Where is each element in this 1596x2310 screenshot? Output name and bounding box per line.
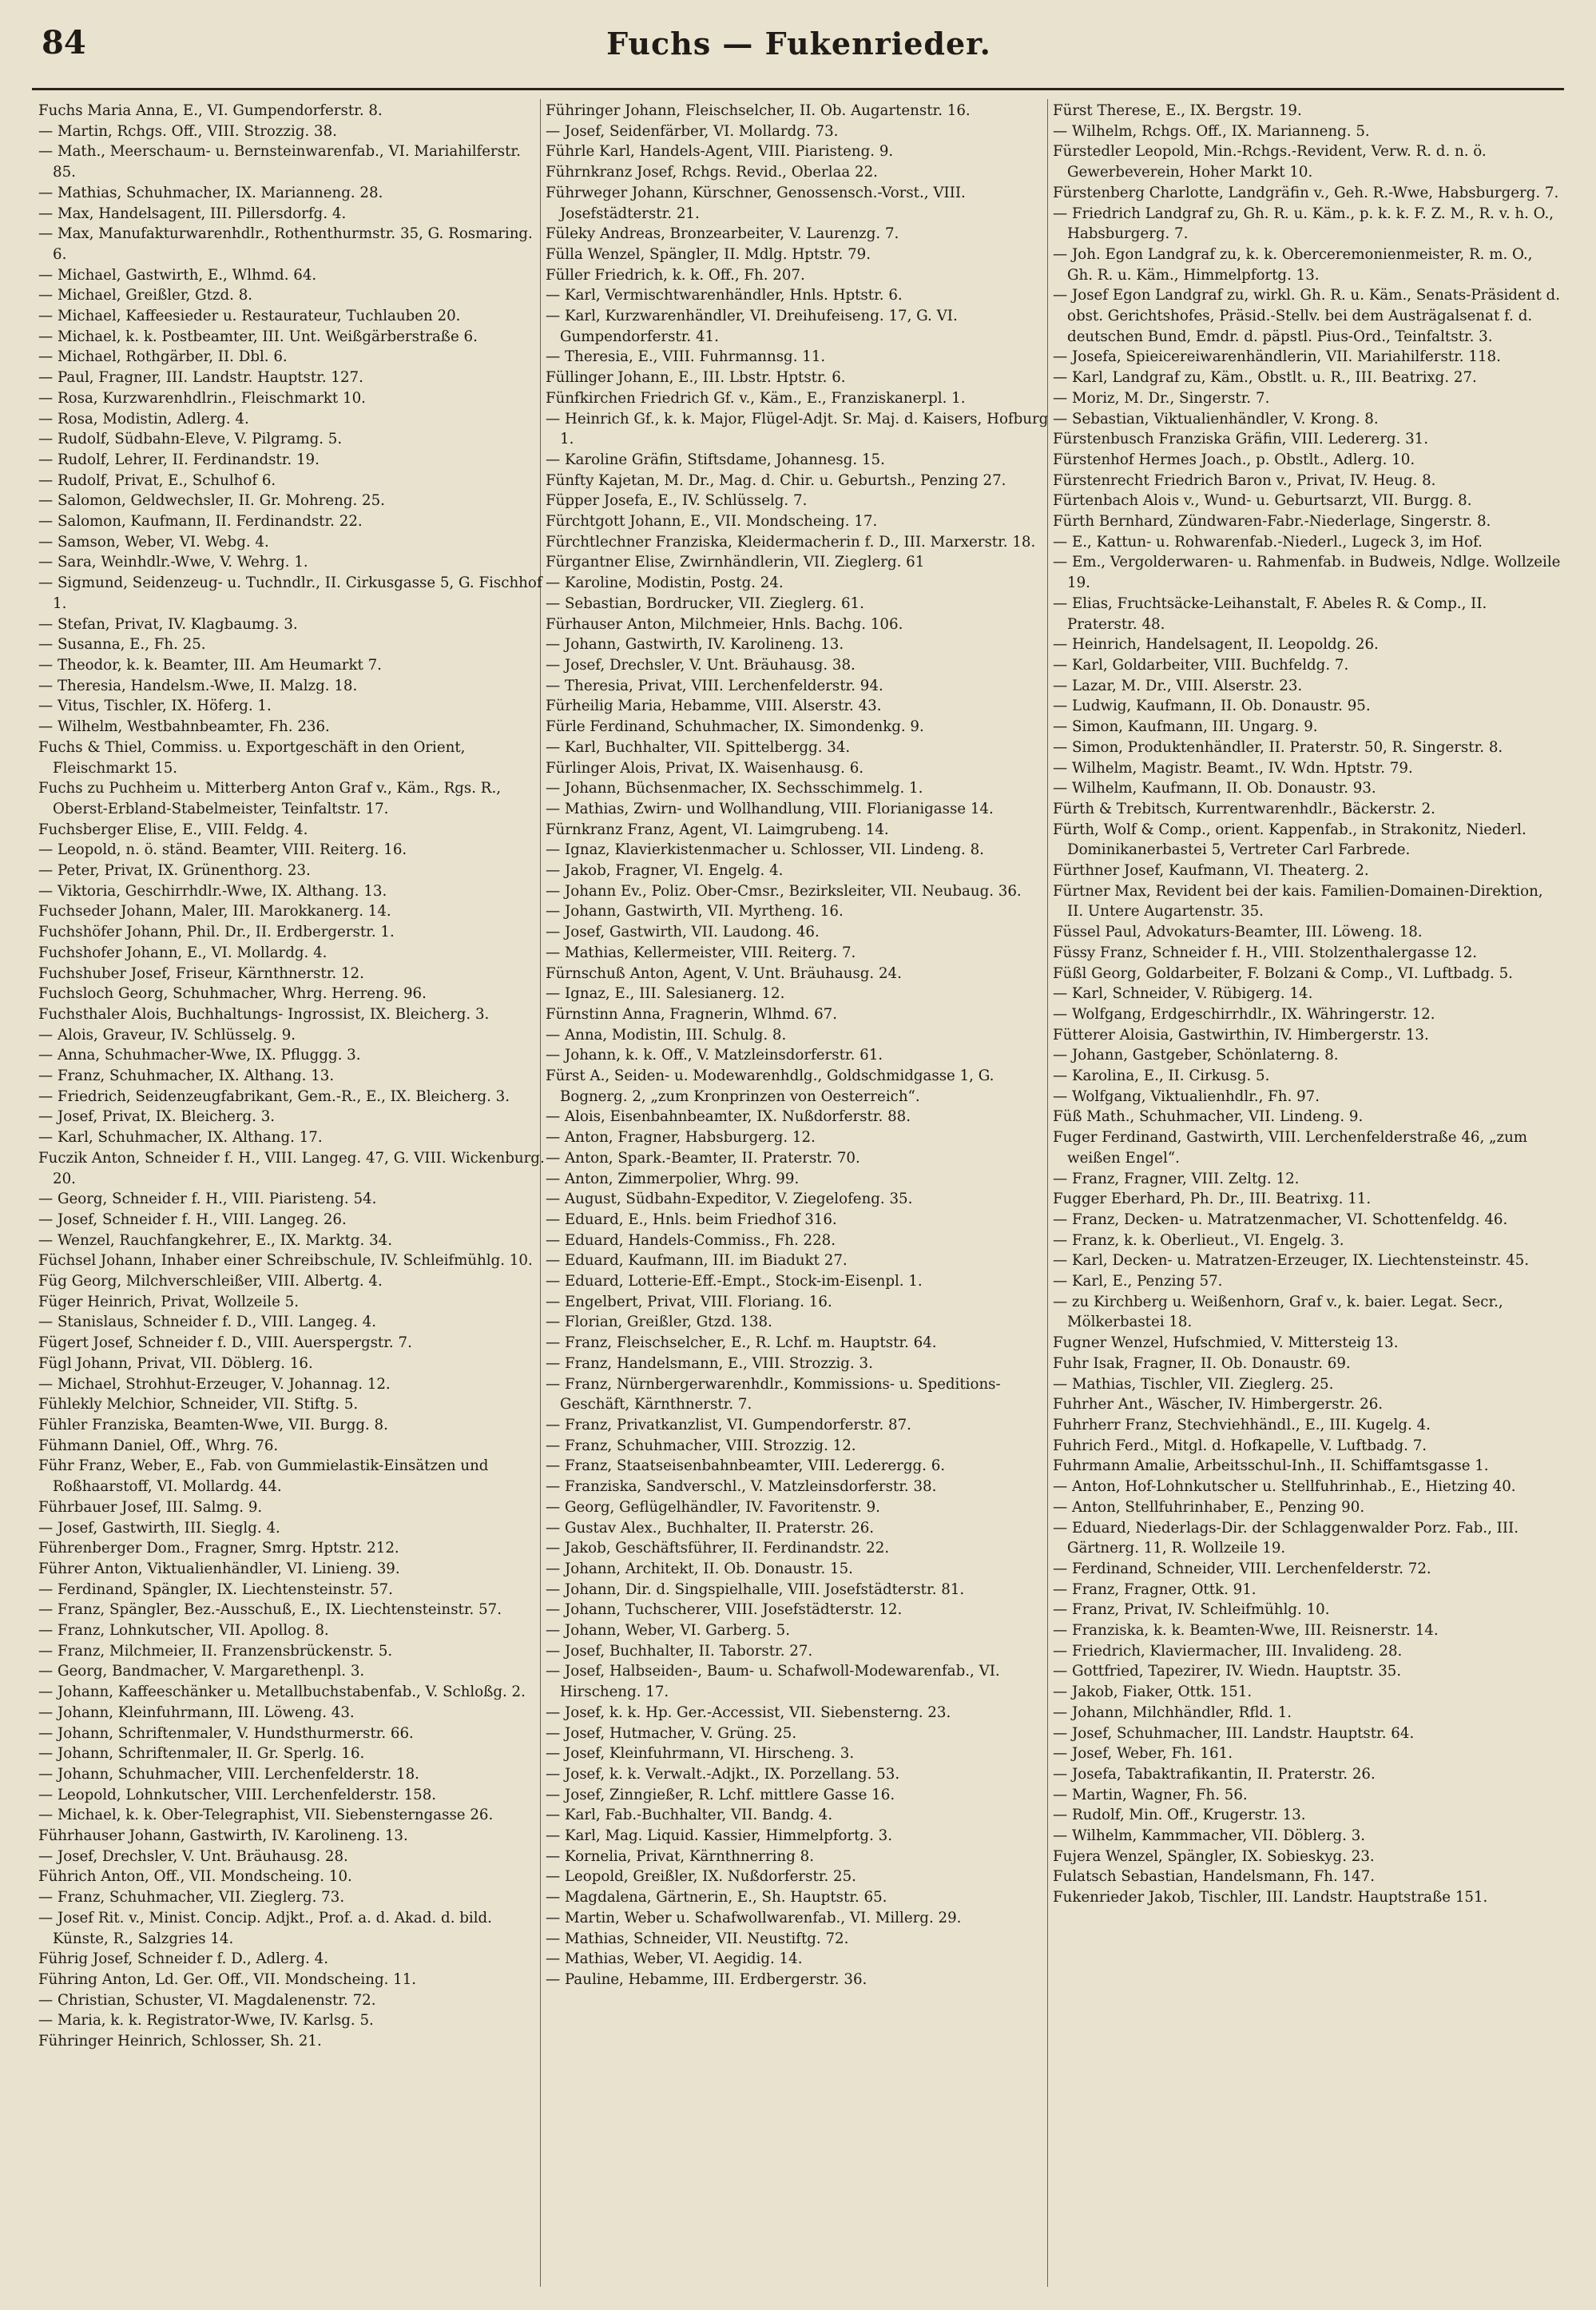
directory-entry: Fugner Wenzel, Hufschmied, V. Mittersteig 13. xyxy=(1053,1334,1399,1352)
directory-entry: — Elias, Fruchtsäcke-Leihanstalt, F. Abeles R. & Comp., II. Praterstr. 48. xyxy=(1053,594,1487,633)
directory-entry: — Michael, Greißler, Gtzd. 8. xyxy=(38,287,253,304)
directory-entry: — Wilhelm, Kammmacher, VII. Döblerg. 3. xyxy=(1053,1827,1366,1845)
directory-entry: — Anna, Schuhmacher-Wwe, IX. Pfluggg. 3. xyxy=(38,1047,361,1064)
directory-entry: — Samson, Weber, VI. Webg. 4. xyxy=(38,533,269,551)
directory-entry: Fügl Johann, Privat, VII. Döblerg. 16. xyxy=(38,1354,313,1372)
directory-entry: — Johann, Weber, VI. Garberg. 5. xyxy=(546,1622,790,1640)
directory-entry: Fuhr Isak, Fragner, II. Ob. Donaustr. 69. xyxy=(1053,1354,1351,1372)
directory-entry: Füchsel Johann, Inhaber einer Schreibschule, IV. Schleifmühlg. 10. xyxy=(38,1252,533,1270)
directory-entry: — Friedrich, Klaviermacher, III. Invalideng. 28. xyxy=(1053,1642,1403,1660)
directory-entry: — Karoline Gräfin, Stiftsdame, Johannesg. 15. xyxy=(546,451,885,468)
directory-entry: — Karl, Mag. Liquid. Kassier, Himmelpfortg. 3. xyxy=(546,1827,892,1845)
directory-entry: — Michael, k. k. Ober-Telegraphist, VII. Siebensterngasse 26. xyxy=(38,1807,494,1824)
directory-entry: — Johann, Gastwirth, VII. Myrtheng. 16. xyxy=(546,903,844,920)
directory-entry: Fürgantner Elise, Zwirnhändlerin, VII. Zieglerg. 61 xyxy=(546,554,925,571)
directory-entry: Führich Anton, Off., VII. Mondscheing. 10. xyxy=(38,1868,352,1886)
directory-entry: — Michael, Gastwirth, E., Wlhmd. 64. xyxy=(38,266,317,284)
directory-entry: Fuchs Maria Anna, E., VI. Gumpendorferstr. 8. xyxy=(38,102,383,119)
directory-entry: — Jakob, Fragner, VI. Engelg. 4. xyxy=(546,862,784,880)
directory-entry: — Moriz, M. Dr., Singerstr. 7. xyxy=(1053,389,1270,407)
directory-entry: Führer Anton, Viktualienhändler, VI. Linieng. 39. xyxy=(38,1560,400,1577)
directory-entry: Fuhrmann Amalie, Arbeitsschul-Inh., II. Schiffamtsgasse 1. xyxy=(1053,1457,1489,1475)
directory-entry: — Johann, Schriftenmaler, II. Gr. Sperlg. 16. xyxy=(38,1745,365,1763)
directory-entry: Fürchtlechner Franziska, Kleidermacherin f. D., III. Marxerstr. 18. xyxy=(546,533,1036,551)
directory-entry: Füssy Franz, Schneider f. H., VIII. Stolzenthalergasse 12. xyxy=(1053,944,1478,961)
directory-entry: — Franz, Decken- u. Matratzenmacher, VI. Schottenfeldg. 46. xyxy=(1053,1211,1508,1228)
directory-entry: — Rudolf, Privat, E., Schulhof 6. xyxy=(38,471,276,489)
page-number: 84 xyxy=(42,24,86,62)
directory-entry: Fügert Josef, Schneider f. D., VIII. Auerspergstr. 7. xyxy=(38,1334,412,1352)
directory-entry: Füg Georg, Milchverschleißer, VIII. Albertg. 4. xyxy=(38,1273,383,1290)
directory-entry: — Franz, Nürnbergerwarenhdlr., Kommissions- u. Speditions-Geschäft, Kärnthnerstr. 7. xyxy=(546,1375,1001,1413)
directory-entry: — Franziska, Sandverschl., V. Matzleinsdorferstr. 38. xyxy=(546,1478,937,1496)
directory-entry: — Alois, Eisenbahnbeamter, IX. Nußdorferstr. 88. xyxy=(546,1108,911,1126)
directory-entry: — Sigmund, Seidenzeug- u. Tuchndlr., II. Cirkusgasse 5, G. Fischhof 1. xyxy=(38,575,542,612)
directory-entry: — Franz, Fleischselcher, E., R. Lchf. m. Hauptstr. 64. xyxy=(546,1334,937,1352)
directory-entry: — Leopold, n. ö. ständ. Beamter, VIII. Reiterg. 16. xyxy=(38,841,407,859)
directory-entry: — Rudolf, Lehrer, II. Ferdinandstr. 19. xyxy=(38,451,320,468)
directory-entry: — Franziska, k. k. Beamten-Wwe, III. Reisnerstr. 14. xyxy=(1053,1622,1439,1640)
directory-entry: — Leopold, Greißler, IX. Nußdorferstr. 25. xyxy=(546,1868,856,1886)
directory-entry: Führweger Johann, Kürschner, Genossensch.-Vorst., VIII. Josefstädterstr. 21. xyxy=(546,184,966,222)
directory-entry: — Martin, Wagner, Fh. 56. xyxy=(1053,1786,1248,1803)
directory-entry: — Sara, Weinhdlr.-Wwe, V. Wehrg. 1. xyxy=(38,554,308,571)
directory-entry: Fürth, Wolf & Comp., orient. Kappenfab., in Strakonitz, Niederl. Dominikanerbastei 5, Vertreter Carl Farbrede. xyxy=(1053,821,1527,859)
directory-entry: — Engelbert, Privat, VIII. Floriang. 16. xyxy=(546,1293,832,1310)
directory-entry: — Georg, Geflügelhändler, IV. Favoritenstr. 9. xyxy=(546,1498,880,1516)
directory-entry: Fürnstinn Anna, Fragnerin, Wlhmd. 67. xyxy=(546,1005,838,1023)
directory-entry: — Josef, Drechsler, V. Unt. Bräuhausg. 28. xyxy=(38,1847,348,1865)
directory-entry: — Florian, Greißler, Gtzd. 138. xyxy=(546,1314,772,1331)
directory-entry: — Wilhelm, Kaufmann, II. Ob. Donaustr. 93. xyxy=(1053,780,1376,797)
directory-entry: Führenberger Dom., Fragner, Smrg. Hptstr. 212. xyxy=(38,1540,399,1557)
directory-entry: — Stanislaus, Schneider f. D., VIII. Langeg. 4. xyxy=(38,1314,377,1331)
directory-entry: Füleky Andreas, Bronzearbeiter, V. Laurenzg. 7. xyxy=(546,225,899,243)
directory-entry: — Johann, Gastwirth, IV. Karolineng. 13. xyxy=(546,636,844,654)
directory-entry: — Sebastian, Viktualienhändler, V. Krong. 8. xyxy=(1053,410,1379,427)
directory-entry: — Karl, Goldarbeiter, VIII. Buchfeldg. 7. xyxy=(1053,656,1349,674)
directory-entry: — Josef, Seidenfärber, VI. Mollardg. 73. xyxy=(546,122,839,140)
directory-entry: Fuchsthaler Alois, Buchhaltungs- Ingrossist, IX. Bleicherg. 3. xyxy=(38,1005,490,1023)
directory-entry: — Anton, Stellfuhrinhaber, E., Penzing 90. xyxy=(1053,1498,1365,1516)
directory-entry: — Josef, Gastwirth, III. Sieglg. 4. xyxy=(38,1519,280,1537)
directory-entry: Fürnschuß Anton, Agent, V. Unt. Bräuhausg. 24. xyxy=(546,964,902,982)
directory-entry: — Franz, Schuhmacher, IX. Althang. 13. xyxy=(38,1068,335,1085)
directory-entry: — Wilhelm, Magistr. Beamt., IV. Wdn. Hptstr. 79. xyxy=(1053,759,1413,777)
directory-entry: Füß Math., Schuhmacher, VII. Lindeng. 9. xyxy=(1053,1108,1364,1126)
directory-entry: Fuhrher Ant., Wäscher, IV. Himbergerstr. 26. xyxy=(1053,1396,1384,1413)
directory-entry: — Theresia, Handelsm.-Wwe, II. Malzg. 18. xyxy=(38,677,358,694)
directory-entry: Fuchshöfer Johann, Phil. Dr., II. Erdbergerstr. 1. xyxy=(38,924,395,941)
directory-entry: — Johann, Milchhändler, Rfld. 1. xyxy=(1053,1704,1292,1721)
directory-entry: — Stefan, Privat, IV. Klagbaumg. 3. xyxy=(38,615,298,633)
directory-entry: — Josef, Privat, IX. Bleicherg. 3. xyxy=(38,1108,276,1126)
directory-entry: — Rosa, Kurzwarenhdlrin., Fleischmarkt 10. xyxy=(38,389,366,407)
directory-entry: — Karl, Landgraf zu, Käm., Obstlt. u. R., III. Beatrixg. 27. xyxy=(1053,369,1477,387)
directory-entry: — Franz, Handelsmann, E., VIII. Strozzig. 3. xyxy=(546,1354,873,1372)
directory-entry: Fürst A., Seiden- u. Modewarenhdlg., Goldschmidgasse 1, G. Bognerg. 2, „zum Kronprinzen von Oesterreich“. xyxy=(546,1068,995,1105)
directory-entry: — Franz, Fragner, VIII. Zeltg. 12. xyxy=(1053,1170,1300,1187)
directory-entry: — Georg, Bandmacher, V. Margarethenpl. 3. xyxy=(38,1663,365,1680)
directory-entry: — Ignaz, Klavierkistenmacher u. Schlosser, VII. Lindeng. 8. xyxy=(546,841,984,859)
directory-entry: — Karl, E., Penzing 57. xyxy=(1053,1273,1223,1290)
directory-entry: Fürthner Josef, Kaufmann, VI. Theaterg. 2. xyxy=(1053,862,1369,880)
directory-entry: — Franz, Milchmeier, II. Franzensbrückenstr. 5. xyxy=(38,1642,393,1660)
directory-entry: Fürst Therese, E., IX. Bergstr. 19. xyxy=(1053,102,1302,119)
directory-entry: Fuchseder Johann, Maler, III. Marokkanerg. 14. xyxy=(38,903,391,920)
directory-entry: — Max, Manufakturwarenhdlr., Rothenthurmstr. 35, G. Rosmaring. 6. xyxy=(38,225,533,263)
directory-entry: Füllinger Johann, E., III. Lbstr. Hptstr. 6. xyxy=(546,369,846,387)
directory-entry: — Heinrich Gf., k. k. Major, Flügel-Adjt. Sr. Maj. d. Kaisers, Hofburg 1. xyxy=(546,410,1049,448)
directory-entry: — Susanna, E., Fh. 25. xyxy=(38,636,206,654)
directory-entry: Führnkranz Josef, Rchgs. Revid., Oberlaa 22. xyxy=(546,164,878,181)
directory-entry: — Christian, Schuster, VI. Magdalenenstr. 72. xyxy=(38,1991,376,2009)
directory-entry: — Theresia, Privat, VIII. Lerchenfelderstr. 94. xyxy=(546,677,883,694)
directory-entry: Fürstenrecht Friedrich Baron v., Privat, IV. Heug. 8. xyxy=(1053,471,1436,489)
directory-entry: — Viktoria, Geschirrhdlr.-Wwe, IX. Althang. 13. xyxy=(38,882,387,900)
directory-entry: — Johann, Kleinfuhrmann, III. Löweng. 43. xyxy=(38,1704,355,1721)
directory-entry: — Lazar, M. Dr., VIII. Alserstr. 23. xyxy=(1053,677,1303,694)
directory-entry: — Josef, k. k. Hp. Ger.-Accessist, VII. Siebensterng. 23. xyxy=(546,1704,951,1721)
directory-entry: — Friedrich, Seidenzeugfabrikant, Gem.-R., E., IX. Bleicherg. 3. xyxy=(38,1087,510,1105)
directory-entry: — zu Kirchberg u. Weißenhorn, Graf v., k. baier. Legat. Secr., Mölkerbastei 18. xyxy=(1053,1293,1503,1331)
directory-column-3 xyxy=(1053,101,1561,2290)
directory-entry: — Max, Handelsagent, III. Pillersdorfg. 4. xyxy=(38,205,347,222)
directory-entry: — Wenzel, Rauchfangkehrer, E., IX. Marktg. 34. xyxy=(38,1231,393,1249)
directory-entry: — Vitus, Tischler, IX. Höferg. 1. xyxy=(38,698,272,715)
directory-entry: Fuhrich Ferd., Mitgl. d. Hofkapelle, V. Luftbadg. 7. xyxy=(1053,1437,1427,1454)
directory-entry: — Franz, k. k. Oberlieut., VI. Engelg. 3. xyxy=(1053,1231,1344,1249)
directory-entry: — Ferdinand, Spängler, IX. Liechtensteinstr. 57. xyxy=(38,1580,393,1598)
directory-entry: Fülla Wenzel, Spängler, II. Mdlg. Hptstr. 79. xyxy=(546,245,871,263)
directory-entry: — Mathias, Tischler, VII. Zieglerg. 25. xyxy=(1053,1375,1334,1393)
directory-entry: — Karl, Fab.-Buchhalter, VII. Bandg. 4. xyxy=(546,1807,833,1824)
directory-entry: — Eduard, Lotterie-Eff.-Empt., Stock-im-Eisenpl. 1. xyxy=(546,1273,923,1290)
directory-entry: — Wolfgang, Erdgeschirrhdlr., IX. Währingerstr. 12. xyxy=(1053,1005,1435,1023)
directory-entry: — Franz, Staatseisenbahnbeamter, VIII. Lederergg. 6. xyxy=(546,1457,946,1475)
directory-entry: — Karl, Decken- u. Matratzen-Erzeuger, IX. Liechtensteinstr. 45. xyxy=(1053,1252,1530,1270)
directory-entry: — Michael, Kaffeesieder u. Restaurateur, Tuchlauben 20. xyxy=(38,308,461,325)
directory-entry: Fürstenhof Hermes Joach., p. Obstlt., Adlerg. 10. xyxy=(1053,451,1415,468)
directory-entry: Füller Friedrich, k. k. Off., Fh. 207. xyxy=(546,266,805,284)
directory-entry: — Josef Egon Landgraf zu, wirkl. Gh. R. u. Käm., Senats-Präsident d. obst. Gerichtshofes, Präsid.-Stellv. bei dem Austrägalsenat f. d. deutschen Bund, Emdr. d. päpstl. Pius-Ord., Teinfaltstr. 3. xyxy=(1053,287,1560,345)
directory-entry: Führ Franz, Weber, E., Fab. von Gummielastik-Einsätzen und Roßhaarstoff, VI. Mollardg. 44. xyxy=(38,1457,489,1496)
directory-entry: Fürstenbusch Franziska Gräfin, VIII. Ledererg. 31. xyxy=(1053,431,1429,448)
directory-entry: Fuchshuber Josef, Friseur, Kärnthnerstr. 12. xyxy=(38,964,364,982)
directory-entry: — Anton, Spark.-Beamter, II. Praterstr. 70. xyxy=(546,1149,860,1167)
directory-entry: — Michael, Strohhut-Erzeuger, V. Johannag. 12. xyxy=(38,1375,391,1393)
directory-entry: — Karl, Kurzwarenhändler, VI. Dreihufeiseng. 17, G. VI. Gumpendorferstr. 41. xyxy=(546,308,958,345)
directory-entry: — Johann, Schriftenmaler, V. Hundsthurmerstr. 66. xyxy=(38,1724,414,1742)
directory-entry: Fürnkranz Franz, Agent, VI. Laimgrubeng. 14. xyxy=(546,821,889,838)
directory-entry: — Salomon, Kaufmann, II. Ferdinandstr. 22. xyxy=(38,513,363,531)
directory-entry: — Johann, Kaffeeschänker u. Metallbuchstabenfab., V. Schloßg. 2. xyxy=(38,1684,526,1701)
directory-entry: — Jakob, Geschäftsführer, II. Ferdinandstr. 22. xyxy=(546,1540,890,1557)
directory-entry: — Theodor, k. k. Beamter, III. Am Heumarkt 7. xyxy=(38,656,382,674)
header-rule xyxy=(32,88,1564,90)
directory-entry: — Gottfried, Tapezirer, IV. Wiedn. Hauptstr. 35. xyxy=(1053,1663,1402,1680)
directory-entry: — Josef, Schneider f. H., VIII. Langeg. 26. xyxy=(38,1211,347,1228)
directory-entry: Fuhrherr Franz, Stechviehhändl., E., III. Kugelg. 4. xyxy=(1053,1417,1431,1433)
directory-entry: — Ferdinand, Schneider, VIII. Lerchenfelderstr. 72. xyxy=(1053,1560,1431,1577)
directory-entry: — Franz, Spängler, Bez.-Ausschuß, E., IX. Liechtensteinstr. 57. xyxy=(38,1601,502,1619)
directory-entry: — Josef, Drechsler, V. Unt. Bräuhausg. 38. xyxy=(546,656,856,674)
directory-entry: Fürheilig Maria, Hebamme, VIII. Alserstr. 43. xyxy=(546,698,882,715)
directory-entry: — Johann, Architekt, II. Ob. Donaustr. 15. xyxy=(546,1560,853,1577)
directory-entry: Fürstenberg Charlotte, Landgräfin v., Geh. R.-Wwe, Habsburgerg. 7. xyxy=(1053,184,1559,201)
directory-entry: — Wilhelm, Westbahnbeamter, Fh. 236. xyxy=(38,718,330,736)
directory-entry: Fürtenbach Alois v., Wund- u. Geburtsarzt, VII. Burgg. 8. xyxy=(1053,492,1472,510)
directory-entry: — Josef, Buchhalter, II. Taborstr. 27. xyxy=(546,1642,813,1660)
directory-entry: Fünfkirchen Friedrich Gf. v., Käm., E., Franziskanerpl. 1. xyxy=(546,389,966,407)
directory-entry: — Mathias, Zwirn- und Wollhandlung, VIII. Florianigasse 14. xyxy=(546,800,994,817)
directory-entry: — Johann, Dir. d. Singspielhalle, VIII. Josefstädterstr. 81. xyxy=(546,1580,965,1598)
directory-entry: — Martin, Rchgs. Off., VIII. Strozzig. 38. xyxy=(38,122,337,140)
directory-entry: — Johann, Schuhmacher, VIII. Lerchenfelderstr. 18. xyxy=(38,1765,419,1783)
directory-entry: — Eduard, Niederlags-Dir. der Schlaggenwalder Porz. Fab., III. Gärtnerg. 11, R. Wollzeile 19. xyxy=(1053,1519,1519,1557)
directory-entry: — Karl, Schuhmacher, IX. Althang. 17. xyxy=(38,1129,323,1147)
directory-entry: Fuger Ferdinand, Gastwirth, VIII. Lerchenfelderstraße 46, „zum weißen Engel“. xyxy=(1053,1129,1528,1167)
directory-entry: — Franz, Lohnkutscher, VII. Apollog. 8. xyxy=(38,1622,329,1640)
directory-entry: Fürth Bernhard, Zündwaren-Fabr.-Niederlage, Singerstr. 8. xyxy=(1053,513,1491,531)
directory-entry: Fürhauser Anton, Milchmeier, Hnls. Bachg. 106. xyxy=(546,615,903,633)
directory-entry: Führhauser Johann, Gastwirth, IV. Karolineng. 13. xyxy=(38,1827,408,1845)
directory-entry: — August, Südbahn-Expeditor, V. Ziegelofeng. 35. xyxy=(546,1191,913,1208)
directory-entry: Fugger Eberhard, Ph. Dr., III. Beatrixg. 11. xyxy=(1053,1191,1372,1208)
directory-entry: — Mathias, Kellermeister, VIII. Reiterg. 7. xyxy=(546,944,856,961)
directory-entry: — Anton, Zimmerpolier, Whrg. 99. xyxy=(546,1170,800,1187)
directory-entry: Fürlinger Alois, Privat, IX. Waisenhausg. 6. xyxy=(546,759,864,777)
directory-entry: Fütterer Aloisia, Gastwirthin, IV. Himbergerstr. 13. xyxy=(1053,1026,1429,1044)
directory-entry: — Mathias, Schuhmacher, IX. Marianneng. 28. xyxy=(38,184,383,201)
directory-entry: Füßl Georg, Goldarbeiter, F. Bolzani & Comp., VI. Luftbadg. 5. xyxy=(1053,964,1513,982)
directory-entry: Fuchs zu Puchheim u. Mitterberg Anton Graf v., Käm., Rgs. R., Oberst-Erbland-Stabelmeister, Teinfaltstr. 17. xyxy=(38,780,502,817)
directory-entry: — Franz, Privatkanzlist, VI. Gumpendorferstr. 87. xyxy=(546,1417,911,1433)
directory-entry: — Theresia, E., VIII. Fuhrmannsg. 11. xyxy=(546,348,826,366)
directory-entry: — Josef, Hutmacher, V. Grüng. 25. xyxy=(546,1724,797,1742)
directory-entry: — Michael, k. k. Postbeamter, III. Unt. Weißgärberstraße 6. xyxy=(38,328,478,345)
directory-entry: — Gustav Alex., Buchhalter, II. Praterstr. 26. xyxy=(546,1519,875,1537)
directory-entry: — Josef, Halbseiden-, Baum- u. Schafwoll-Modewarenfab., VI. Hirscheng. 17. xyxy=(546,1663,1000,1701)
directory-entry: Fühlekly Melchior, Schneider, VII. Stiftg. 5. xyxy=(38,1396,359,1413)
directory-entry: — Simon, Produktenhändler, II. Praterstr. 50, R. Singerstr. 8. xyxy=(1053,738,1503,756)
directory-entry: — Ignaz, E., III. Salesianerg. 12. xyxy=(546,985,785,1003)
directory-entry: Fünfty Kajetan, M. Dr., Mag. d. Chir. u. Geburtsh., Penzing 27. xyxy=(546,471,1006,489)
directory-entry: — Josef, Gastwirth, VII. Laudong. 46. xyxy=(546,924,820,941)
directory-entry: Füssel Paul, Advokaturs-Beamter, III. Löweng. 18. xyxy=(1053,924,1423,941)
directory-entry: — Maria, k. k. Registrator-Wwe, IV. Karlsg. 5. xyxy=(38,2012,374,2030)
directory-entry: — Josef, Weber, Fh. 161. xyxy=(1053,1745,1233,1763)
directory-entry: Fuchsloch Georg, Schuhmacher, Whrg. Herreng. 96. xyxy=(38,985,427,1003)
directory-entry: — Friedrich Landgraf zu, Gh. R. u. Käm., p. k. k. F. Z. M., R. v. h. O., Habsburgerg. 7. xyxy=(1053,205,1554,243)
directory-entry: Fürtner Max, Revident bei der kais. Familien-Domainen-Direktion, II. Untere Augartenstr. 35. xyxy=(1053,882,1543,920)
directory-entry: — Josef, Zinngießer, R. Lchf. mittlere Gasse 16. xyxy=(546,1786,895,1803)
directory-entry: Führing Anton, Ld. Ger. Off., VII. Mondscheing. 11. xyxy=(38,1970,417,1988)
directory-entry: Fukenrieder Jakob, Tischler, III. Landstr. Hauptstraße 151. xyxy=(1053,1889,1488,1906)
directory-entry: — Kornelia, Privat, Kärnthnerring 8. xyxy=(546,1847,814,1865)
directory-entry: — Franz, Fragner, Ottk. 91. xyxy=(1053,1580,1257,1598)
directory-entry: — Josef, Schuhmacher, III. Landstr. Hauptstr. 64. xyxy=(1053,1724,1415,1742)
directory-entry: — Wilhelm, Rchgs. Off., IX. Marianneng. 5. xyxy=(1053,122,1370,140)
directory-entry: Fürchtgott Johann, E., VII. Mondscheing. 17. xyxy=(546,513,878,531)
directory-entry: Fuczik Anton, Schneider f. H., VIII. Langeg. 47, G. VIII. Wickenburg. 20. xyxy=(38,1149,545,1187)
directory-entry: — Mathias, Weber, VI. Aegidig. 14. xyxy=(546,1950,803,1968)
directory-entry: — Peter, Privat, IX. Grünenthorg. 23. xyxy=(38,862,311,880)
directory-entry: Führinger Johann, Fleischselcher, II. Ob. Augartenstr. 16. xyxy=(546,102,971,119)
directory-entry: — Johann, Büchsenmacher, IX. Sechsschimmelg. 1. xyxy=(546,780,923,797)
directory-entry: — Magdalena, Gärtnerin, E., Sh. Hauptstr. 65. xyxy=(546,1889,887,1906)
directory-entry: Fuchshofer Johann, E., VI. Mollardg. 4. xyxy=(38,944,328,961)
directory-entry: — Josefa, Spieicereiwarenhändlerin, VII. Mariahilferstr. 118. xyxy=(1053,348,1501,366)
directory-entry: — Franz, Privat, IV. Schleifmühlg. 10. xyxy=(1053,1601,1330,1619)
directory-entry: Füger Heinrich, Privat, Wollzeile 5. xyxy=(38,1293,299,1310)
directory-entry: Fürle Ferdinand, Schuhmacher, IX. Simondenkg. 9. xyxy=(546,718,924,736)
directory-entry: Fürstedler Leopold, Min.-Rchgs.-Revident, Verw. R. d. n. ö. Gewerbeverein, Hoher Markt 10. xyxy=(1053,143,1487,181)
directory-entry: Fuchsberger Elise, E., VIII. Feldg. 4. xyxy=(38,821,308,838)
directory-entry: Führle Karl, Handels-Agent, VIII. Piaristeng. 9. xyxy=(546,143,894,161)
directory-entry: Füpper Josefa, E., IV. Schlüsselg. 7. xyxy=(546,492,808,510)
directory-entry: — Alois, Graveur, IV. Schlüsselg. 9. xyxy=(38,1026,296,1044)
directory-entry: Fuchs & Thiel, Commiss. u. Exportgeschäft in den Orient, Fleischmarkt 15. xyxy=(38,738,466,777)
directory-entry: — Paul, Fragner, III. Landstr. Hauptstr. 127. xyxy=(38,369,363,387)
directory-entry: — Johann, Tuchscherer, VIII. Josefstädterstr. 12. xyxy=(546,1601,903,1619)
directory-entry: — Anna, Modistin, III. Schulg. 8. xyxy=(546,1026,787,1044)
directory-column-1 xyxy=(38,101,546,2290)
directory-entry: — Karl, Vermischtwarenhändler, Hnls. Hptstr. 6. xyxy=(546,287,903,304)
directory-entry: — Ludwig, Kaufmann, II. Ob. Donaustr. 95. xyxy=(1053,698,1371,715)
directory-entry: Fühler Franziska, Beamten-Wwe, VII. Burgg. 8. xyxy=(38,1417,388,1433)
directory-entry: Fujera Wenzel, Spängler, IX. Sobieskyg. 23. xyxy=(1053,1847,1375,1865)
directory-entry: — Josef, Kleinfuhrmann, VI. Hirscheng. 3. xyxy=(546,1745,855,1763)
directory-entry: Führinger Heinrich, Schlosser, Sh. 21. xyxy=(38,2033,322,2050)
directory-entry: — Pauline, Hebamme, III. Erdbergerstr. 36. xyxy=(546,1970,867,1988)
directory-entry: — Leopold, Lohnkutscher, VIII. Lerchenfelderstr. 158. xyxy=(38,1786,437,1803)
directory-entry: — Eduard, Kaufmann, III. im Biadukt 27. xyxy=(546,1252,848,1270)
directory-entry: — Franz, Schuhmacher, VIII. Strozzig. 12. xyxy=(546,1437,856,1454)
directory-entry: — Michael, Rothgärber, II. Dbl. 6. xyxy=(38,348,288,366)
directory-entry: — Salomon, Geldwechsler, II. Gr. Mohreng. 25. xyxy=(38,492,385,510)
directory-entry: — E., Kattun- u. Rohwarenfab.-Niederl., Lugeck 3, im Hof. xyxy=(1053,533,1483,551)
directory-entry: — Eduard, Handels-Commiss., Fh. 228. xyxy=(546,1231,836,1249)
directory-entry: — Georg, Schneider f. H., VIII. Piaristeng. 54. xyxy=(38,1191,377,1208)
directory-entry: — Josef, k. k. Verwalt.-Adjkt., IX. Porzellang. 53. xyxy=(546,1765,900,1783)
directory-entry: — Johann, k. k. Off., V. Matzleinsdorferstr. 61. xyxy=(546,1047,883,1064)
directory-entry: — Mathias, Schneider, VII. Neustiftg. 72. xyxy=(546,1930,849,1947)
directory-entry: Führig Josef, Schneider f. D., Adlerg. 4. xyxy=(38,1950,329,1968)
directory-entry: — Johann Ev., Poliz. Ober-Cmsr., Bezirksleiter, VII. Neubaug. 36. xyxy=(546,882,1022,900)
directory-entry: Fühmann Daniel, Off., Whrg. 76. xyxy=(38,1437,279,1454)
directory-entry: — Jakob, Fiaker, Ottk. 151. xyxy=(1053,1684,1253,1701)
directory-entry: — Anton, Hof-Lohnkutscher u. Stellfuhrinhab., E., Hietzing 40. xyxy=(1053,1478,1516,1496)
directory-column-2 xyxy=(546,101,1054,2290)
directory-entry: — Anton, Fragner, Habsburgerg. 12. xyxy=(546,1129,816,1147)
directory-entry: — Sebastian, Bordrucker, VII. Zieglerg. 61. xyxy=(546,594,864,612)
directory-entry: — Josefa, Tabaktrafikantin, II. Praterstr. 26. xyxy=(1053,1765,1376,1783)
directory-entry: — Rudolf, Min. Off., Krugerstr. 13. xyxy=(1053,1807,1306,1824)
directory-entry: Führbauer Josef, III. Salmg. 9. xyxy=(38,1498,263,1516)
directory-entry: — Karolina, E., II. Cirkusg. 5. xyxy=(1053,1068,1270,1085)
running-title: Fuchs — Fukenrieder. xyxy=(606,26,991,62)
directory-entry: — Em., Vergolderwaren- u. Rahmenfab. in Budweis, Ndlge. Wollzeile 19. xyxy=(1053,554,1561,592)
directory-entry: — Heinrich, Handelsagent, II. Leopoldg. 26. xyxy=(1053,636,1379,654)
directory-entry: — Joh. Egon Landgraf zu, k. k. Oberceremonienmeister, R. m. O., Gh. R. u. Käm., Himmelpfortg. 13. xyxy=(1053,245,1533,284)
page-header xyxy=(32,24,1566,72)
directory-entry: — Karl, Buchhalter, VII. Spittelbergg. 34. xyxy=(546,738,851,756)
directory-entry: Fulatsch Sebastian, Handelsmann, Fh. 147. xyxy=(1053,1868,1376,1886)
directory-entry: — Franz, Schuhmacher, VII. Zieglerg. 73. xyxy=(38,1889,345,1906)
directory-entry: Fürth & Trebitsch, Kurrentwarenhdlr., Bäckerstr. 2. xyxy=(1053,800,1435,817)
directory-entry: — Simon, Kaufmann, III. Ungarg. 9. xyxy=(1053,718,1318,736)
directory-entry: — Karl, Schneider, V. Rübigerg. 14. xyxy=(1053,985,1313,1003)
directory-entry: — Martin, Weber u. Schafwollwarenfab., VI. Millerg. 29. xyxy=(546,1909,962,1926)
directory-entry: — Josef Rit. v., Minist. Concip. Adjkt., Prof. a. d. Akad. d. bild. Künste, R., Salzgries 14. xyxy=(38,1909,492,1947)
directory-entry: — Eduard, E., Hnls. beim Friedhof 316. xyxy=(546,1211,837,1228)
directory-entry: — Math., Meerschaum- u. Bernsteinwarenfab., VI. Mariahilferstr. 85. xyxy=(38,143,521,181)
directory-entry: — Karoline, Modistin, Postg. 24. xyxy=(546,575,784,592)
directory-entry: — Wolfgang, Viktualienhdlr., Fh. 97. xyxy=(1053,1087,1320,1105)
directory-entry: — Rosa, Modistin, Adlerg. 4. xyxy=(38,410,249,427)
directory-entry: — Johann, Gastgeber, Schönlaterng. 8. xyxy=(1053,1047,1339,1064)
directory-entry: — Rudolf, Südbahn-Eleve, V. Pilgramg. 5. xyxy=(38,431,343,448)
